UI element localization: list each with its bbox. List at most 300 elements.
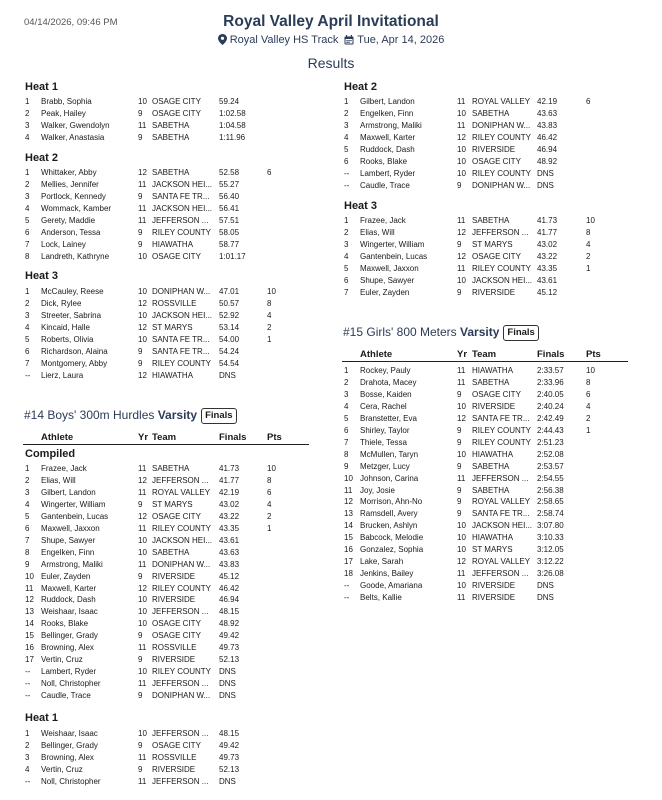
result-team: ROSSVILLE	[152, 298, 197, 308]
result-athlete: Shirley, Taylor	[360, 425, 410, 435]
meet-date: Tue, Apr 14, 2026	[357, 34, 445, 46]
result-points: 6	[267, 168, 272, 177]
result-team: HIAWATHA	[152, 239, 194, 249]
result-year: 10	[457, 108, 466, 118]
result-place: 4	[344, 132, 349, 142]
result-mark: 48.92	[219, 619, 240, 629]
result-place: 4	[344, 401, 349, 411]
result-place: 2	[344, 227, 349, 237]
result-place: 5	[344, 144, 349, 154]
result-points: 10	[267, 287, 276, 296]
heat-heading: Heat 3	[344, 200, 378, 212]
result-team: JEFFERSON ...	[152, 607, 209, 617]
result-place: 3	[25, 191, 30, 201]
result-team: DONIPHAN W...	[472, 180, 531, 190]
result-mark: 41.77	[537, 227, 558, 237]
result-year: 11	[138, 559, 147, 569]
result-year: 12	[457, 557, 466, 567]
result-points: 8	[267, 298, 272, 308]
result-row	[344, 144, 624, 156]
result-place: 9	[344, 461, 349, 471]
result-team: RILEY COUNTY	[472, 425, 531, 435]
result-row	[344, 120, 624, 132]
event-14-title	[24, 408, 237, 424]
result-year: 10	[457, 545, 466, 555]
result-mark: DNS	[537, 593, 554, 603]
result-mark: 41.73	[219, 464, 240, 473]
result-athlete: Lierz, Laura	[41, 370, 84, 380]
result-row	[25, 120, 305, 132]
result-team: DONIPHAN W...	[152, 691, 211, 701]
result-mark: DNS	[219, 667, 236, 677]
result-year: 11	[138, 215, 147, 225]
result-team: OSAGE CITY	[472, 156, 521, 166]
result-team: JEFFERSON ...	[152, 475, 209, 485]
result-year: 9	[457, 509, 462, 519]
result-place: 7	[25, 535, 30, 545]
result-mark: 50.57	[219, 298, 240, 308]
result-mark: 41.73	[537, 216, 558, 225]
result-row	[25, 583, 305, 595]
result-points: 10	[586, 366, 595, 375]
result-mark: 1:01.17	[219, 251, 246, 261]
result-row	[25, 654, 305, 666]
result-place: 2	[25, 179, 30, 189]
result-mark: 2:44.43	[537, 425, 564, 435]
result-place: --	[344, 581, 350, 591]
result-row	[25, 690, 305, 702]
result-year: 9	[457, 437, 462, 447]
result-place: 2	[25, 298, 30, 308]
result-mark: 43.35	[537, 263, 558, 273]
result-points: 1	[267, 334, 272, 344]
result-athlete: Gilbert, Landon	[41, 487, 96, 497]
result-mark: 3:12.22	[537, 557, 564, 567]
result-athlete: Jenkins, Bailey	[360, 569, 414, 579]
result-row	[25, 728, 305, 740]
result-team: RIVERSIDE	[472, 581, 516, 591]
result-year: 10	[457, 156, 466, 166]
result-mark: 2:56.38	[537, 485, 564, 495]
result-year: 11	[138, 752, 147, 762]
result-athlete: Caudle, Trace	[41, 691, 91, 701]
result-place: 4	[25, 764, 30, 774]
result-athlete: Rooks, Blake	[41, 619, 89, 629]
result-year: 10	[457, 401, 466, 411]
result-mark: 43.02	[219, 499, 240, 509]
result-team: JACKSON HEI...	[472, 275, 533, 285]
result-mark: 41.77	[219, 475, 240, 485]
venue-name: Royal Valley HS Track	[229, 34, 339, 46]
result-row	[344, 365, 624, 377]
result-place: 6	[25, 227, 30, 237]
result-year: 10	[457, 533, 466, 543]
result-mark: 57.51	[219, 215, 240, 225]
result-points: 4	[586, 401, 591, 411]
result-team: SABETHA	[152, 168, 190, 177]
result-athlete: Armstrong, Maliki	[41, 559, 103, 569]
result-place: 8	[25, 547, 30, 557]
result-row	[344, 263, 624, 275]
result-points: 2	[267, 322, 272, 332]
result-year: 12	[457, 413, 466, 423]
result-athlete: Maxwell, Karter	[360, 132, 416, 142]
result-year: 9	[457, 287, 462, 297]
result-place: 10	[25, 571, 34, 581]
result-mark: 2:33.57	[537, 366, 564, 375]
result-row	[344, 461, 624, 473]
result-place: 13	[25, 607, 34, 617]
result-team: HIAWATHA	[472, 366, 514, 375]
print-timestamp: 04/14/2026, 09:46 PM	[24, 17, 118, 28]
column-header-team: Team	[152, 432, 177, 443]
result-year: 11	[138, 487, 147, 497]
result-mark: DNS	[537, 168, 554, 178]
result-team: DONIPHAN W...	[472, 120, 531, 130]
result-athlete: Montgomery, Abby	[41, 358, 108, 368]
result-year: 9	[457, 497, 462, 507]
result-year: 9	[138, 132, 143, 142]
result-row	[25, 239, 305, 251]
result-row	[344, 227, 624, 239]
result-team: RILEY COUNTY	[152, 583, 211, 593]
result-year: 11	[138, 179, 147, 189]
result-year: 10	[457, 275, 466, 285]
result-place: 7	[344, 437, 349, 447]
result-row	[344, 592, 624, 604]
result-row	[344, 275, 624, 287]
event-name: Boys' 300m Hurdles	[47, 408, 158, 422]
result-athlete: Brucken, Ashlyn	[360, 521, 418, 531]
result-place: 18	[344, 569, 353, 579]
result-mark: DNS	[537, 180, 554, 190]
result-team: OSAGE CITY	[472, 389, 521, 399]
result-year: 10	[138, 310, 147, 320]
finals-badge[interactable]: Finals	[503, 325, 538, 341]
heat-heading: Heat 2	[25, 152, 59, 164]
result-mark: 53.14	[219, 322, 240, 332]
result-year: 11	[138, 120, 147, 130]
result-athlete: Elias, Will	[360, 227, 395, 237]
result-place: 5	[344, 263, 349, 273]
result-team: ROYAL VALLEY	[472, 497, 531, 507]
result-place: 4	[25, 499, 30, 509]
result-mark: 58.77	[219, 239, 240, 249]
result-mark: 54.24	[219, 346, 240, 356]
result-athlete: Wingerter, William	[41, 499, 106, 509]
result-mark: 3:26.08	[537, 569, 564, 579]
result-row	[344, 568, 624, 580]
result-mark: DNS	[219, 370, 236, 380]
result-athlete: Lock, Lainey	[41, 239, 86, 249]
result-mark: 1:04.58	[219, 120, 246, 130]
event-level: Varsity	[460, 325, 500, 339]
result-athlete: Roberts, Olivia	[41, 334, 94, 344]
result-year: 9	[138, 499, 143, 509]
result-place: 1	[344, 366, 349, 375]
result-team: OSAGE CITY	[152, 740, 201, 750]
result-row	[344, 389, 624, 401]
result-year: 10	[138, 251, 147, 261]
result-team: RILEY COUNTY	[472, 263, 531, 273]
result-athlete: Gerety, Maddie	[41, 215, 96, 225]
result-mark: 48.15	[219, 729, 240, 738]
result-points: 4	[267, 310, 272, 320]
result-row	[344, 473, 624, 485]
result-team: RILEY COUNTY	[152, 667, 211, 677]
result-row	[25, 298, 305, 310]
result-mark: 49.42	[219, 631, 240, 641]
result-year: 9	[457, 180, 462, 190]
result-team: SABETHA	[472, 216, 510, 225]
result-year: 10	[138, 334, 147, 344]
result-place: 16	[344, 545, 353, 555]
result-team: OSAGE CITY	[152, 108, 201, 118]
result-mark: 52.58	[219, 168, 240, 177]
result-mark: 3:10.33	[537, 533, 564, 543]
result-team: RIVERSIDE	[472, 593, 516, 603]
result-row	[25, 203, 305, 215]
result-team: ROYAL VALLEY	[472, 557, 531, 567]
result-athlete: Kincaid, Halle	[41, 322, 90, 332]
result-row	[25, 310, 305, 322]
result-year: 9	[138, 108, 143, 118]
result-mark: 56.41	[219, 203, 240, 213]
result-year: 10	[138, 619, 147, 629]
result-athlete: Bosse, Kaiden	[360, 389, 412, 399]
result-athlete: Johnson, Carina	[360, 473, 419, 483]
result-place: 4	[25, 203, 30, 213]
result-row	[25, 346, 305, 358]
result-row	[25, 322, 305, 334]
result-row	[25, 678, 305, 690]
result-row	[344, 437, 624, 449]
result-team: OSAGE CITY	[152, 619, 201, 629]
result-row	[25, 630, 305, 642]
result-place: 6	[344, 425, 349, 435]
result-team: DONIPHAN W...	[152, 287, 211, 296]
result-athlete: Vertin, Cruz	[41, 655, 83, 665]
meet-title: Royal Valley April Invitational	[223, 13, 439, 30]
event-15-title	[343, 325, 539, 341]
result-row	[344, 401, 624, 413]
result-mark: 48.15	[219, 607, 240, 617]
result-row	[25, 370, 305, 382]
result-mark: 43.22	[219, 511, 240, 521]
result-mark: 55.27	[219, 179, 240, 189]
result-mark: DNS	[219, 691, 236, 701]
heat-heading: Heat 1	[25, 712, 59, 724]
result-mark: 58.05	[219, 227, 240, 237]
result-year: 9	[457, 485, 462, 495]
result-place: 5	[25, 215, 30, 225]
result-year: 11	[457, 216, 466, 225]
result-place: 5	[25, 334, 30, 344]
result-team: JACKSON HEI...	[472, 521, 533, 531]
result-team: JACKSON HEI...	[152, 535, 213, 545]
result-row	[344, 180, 624, 192]
result-place: 6	[25, 523, 30, 533]
result-place: 7	[344, 287, 349, 297]
result-points: 6	[586, 97, 591, 106]
result-team: SANTA FE TR...	[152, 191, 210, 201]
result-athlete: Streeter, Sabrina	[41, 310, 102, 320]
result-year: 11	[457, 263, 466, 273]
result-place: 1	[25, 168, 30, 177]
result-place: 8	[344, 449, 349, 459]
result-place: --	[25, 679, 31, 689]
column-header-finals: Finals	[537, 349, 565, 360]
result-place: 3	[344, 389, 349, 399]
result-place: 3	[25, 752, 30, 762]
column-header-yr: Yr	[138, 432, 149, 443]
result-place: 2	[25, 108, 30, 118]
result-points: 1	[267, 523, 272, 533]
result-year: 10	[138, 595, 147, 605]
calendar-icon	[344, 35, 354, 48]
table-header	[23, 431, 309, 445]
result-team: OSAGE CITY	[152, 251, 201, 261]
result-year: 12	[138, 322, 147, 332]
result-place: 2	[25, 740, 30, 750]
result-team: ST MARYS	[472, 239, 513, 249]
result-team: RIVERSIDE	[472, 144, 516, 154]
result-row	[25, 642, 305, 654]
result-team: SABETHA	[152, 132, 190, 142]
result-row	[25, 463, 305, 475]
result-athlete: Browning, Alex	[41, 643, 94, 653]
result-athlete: Gantenbein, Lucas	[41, 511, 109, 521]
result-year: 11	[457, 97, 466, 106]
result-team: JACKSON HEI...	[152, 310, 213, 320]
result-athlete: Morrison, Ahn-No	[360, 497, 423, 507]
result-athlete: McCauley, Reese	[41, 287, 104, 296]
result-year: 11	[457, 366, 466, 375]
result-year: 11	[457, 120, 466, 130]
result-place: 15	[25, 631, 34, 641]
event-name: Girls' 800 Meters	[366, 325, 461, 339]
result-row	[25, 191, 305, 203]
result-place: 13	[344, 509, 353, 519]
result-year: 12	[457, 227, 466, 237]
result-year: 10	[138, 535, 147, 545]
result-row	[344, 508, 624, 520]
result-points: 1	[586, 425, 591, 435]
result-row	[25, 499, 305, 511]
result-year: 9	[138, 740, 143, 750]
result-mark: 52.13	[219, 764, 240, 774]
result-team: ST MARYS	[152, 322, 193, 332]
result-place: 3	[25, 487, 30, 497]
result-team: OSAGE CITY	[152, 631, 201, 641]
result-mark: 2:53.57	[537, 461, 564, 471]
result-mark: 43.63	[537, 108, 558, 118]
result-row	[25, 547, 305, 559]
result-row	[25, 358, 305, 370]
result-athlete: Mellies, Jennifer	[41, 179, 99, 189]
result-team: OSAGE CITY	[472, 251, 521, 261]
finals-badge[interactable]: Finals	[201, 408, 236, 424]
result-athlete: Lambert, Ryder	[41, 667, 97, 677]
result-place: --	[25, 667, 31, 677]
result-athlete: Euler, Zayden	[41, 571, 91, 581]
result-place: 9	[25, 559, 30, 569]
result-athlete: Euler, Zayden	[360, 287, 410, 297]
result-athlete: Maxwell, Jaxxon	[360, 263, 419, 273]
result-mark: DNS	[537, 581, 554, 591]
result-year: 10	[138, 607, 147, 617]
result-place: 3	[344, 239, 349, 249]
result-year: 10	[138, 667, 147, 677]
result-year: 10	[457, 168, 466, 178]
result-athlete: Cera, Rachel	[360, 401, 407, 411]
result-points: 6	[267, 487, 272, 497]
result-place: 17	[25, 655, 34, 665]
result-row	[344, 156, 624, 168]
result-athlete: Walker, Gwendolyn	[41, 120, 110, 130]
result-athlete: Landreth, Kathryne	[41, 251, 110, 261]
result-mark: 47.01	[219, 287, 240, 296]
result-athlete: Portlock, Kennedy	[41, 191, 106, 201]
result-row	[25, 594, 305, 606]
result-athlete: Browning, Alex	[41, 752, 94, 762]
result-row	[25, 487, 305, 499]
result-athlete: Gonzalez, Sophia	[360, 545, 424, 555]
result-mark: 49.73	[219, 643, 240, 653]
result-place: 2	[25, 475, 30, 485]
result-row	[344, 449, 624, 461]
result-row	[344, 425, 624, 437]
result-year: 11	[138, 464, 147, 473]
result-year: 12	[138, 511, 147, 521]
result-mark: 2:40.05	[537, 389, 564, 399]
result-team: RIVERSIDE	[472, 287, 516, 297]
result-team: RILEY COUNTY	[472, 132, 531, 142]
result-team: JEFFERSON ...	[472, 569, 529, 579]
result-team: DONIPHAN W...	[152, 559, 211, 569]
result-place: 8	[25, 251, 30, 261]
result-athlete: Ruddock, Dash	[41, 595, 96, 605]
result-year: 9	[457, 239, 462, 249]
result-row	[25, 776, 305, 788]
result-place: 6	[25, 346, 30, 356]
result-row	[25, 764, 305, 776]
result-year: 9	[138, 571, 143, 581]
result-team: RIVERSIDE	[152, 595, 196, 605]
result-row	[25, 167, 305, 179]
result-place: 7	[25, 239, 30, 249]
result-mark: 59.24	[219, 97, 240, 106]
result-athlete: Richardson, Alaina	[41, 346, 108, 356]
result-row	[344, 215, 624, 227]
result-year: 10	[457, 521, 466, 531]
result-year: 11	[138, 203, 147, 213]
result-athlete: Bellinger, Grady	[41, 740, 98, 750]
result-mark: 2:52.08	[537, 449, 564, 459]
result-team: OSAGE CITY	[152, 97, 201, 106]
result-row	[344, 251, 624, 263]
result-points: 4	[267, 499, 272, 509]
result-place: 14	[25, 619, 34, 629]
result-place: 11	[344, 485, 353, 495]
result-athlete: Wingerter, William	[360, 239, 425, 249]
result-year: 10	[138, 547, 147, 557]
result-year: 12	[138, 583, 147, 593]
result-team: JEFFERSON ...	[472, 227, 529, 237]
result-team: SANTA FE TR...	[152, 334, 210, 344]
result-mark: 42.19	[537, 97, 558, 106]
result-row	[344, 580, 624, 592]
